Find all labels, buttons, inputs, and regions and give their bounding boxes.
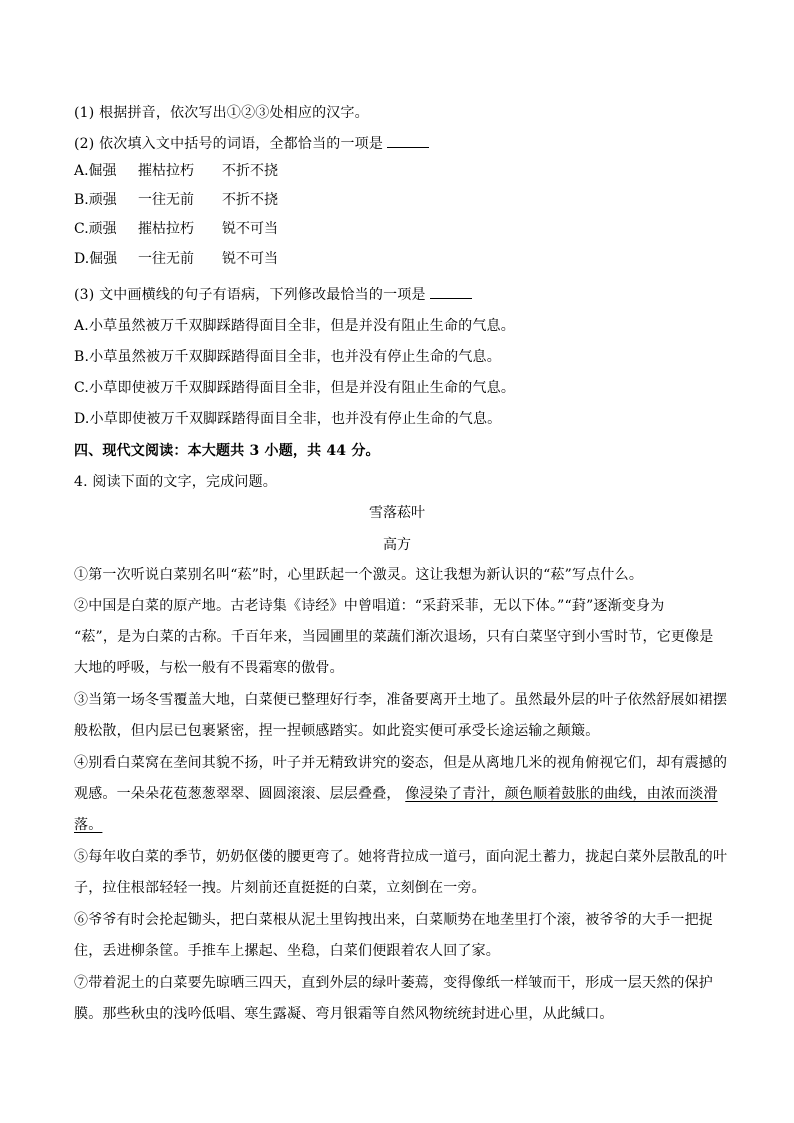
q3-option-a: A.小草虽然被万千双脚踩踏得面目全非，但是并没有阻止生命的气息。 (74, 318, 515, 334)
option-word-2: 摧枯拉朽 (138, 163, 194, 179)
option-d (74, 249, 278, 269)
option-word-1: A.倔强 (74, 163, 117, 179)
paragraph-2-line-2: “菘”，是为白菜的古称。千百年来，当园圃里的菜蔬们渐次退场，只有白菜坚守到小雪时节，它更像是 (74, 629, 714, 645)
option-word-3: 锐不可当 (222, 221, 278, 237)
paragraph-6-line-1: ⑥爷爷有时会抡起锄头，把白菜根从泥土里钩拽出来，白菜顺势在地垄里打个滚，被爷爷的大手一把捉 (74, 912, 713, 928)
paragraph-3-line-1: ③当第一场冬雪覆盖大地，白菜便已整理好行李，准备要离开土地了。虽然最外层的叶子依然舒展如裙摆 (74, 692, 728, 708)
answer-blank (387, 134, 429, 148)
q3-option-b: B.小草虽然被万千双脚踩踏得面目全非，也并没有停止生命的气息。 (74, 349, 501, 365)
paragraph-5-line-2: 子，拉住根部轻轻一拽。片刻前还直挺挺的白菜，立刻倒在一旁。 (74, 880, 486, 896)
option-word-3: 不折不挠 (222, 163, 278, 179)
option-word-1: B.顽强 (74, 192, 117, 208)
option-word-1: D.倔强 (74, 251, 118, 267)
question-2-text: (2) 依次填入文中括号的词语，全都恰当的一项是 (74, 136, 384, 152)
option-word-1: C.顽强 (74, 221, 117, 237)
option-word-2: 一往无前 (138, 192, 194, 208)
question-3-text: (3) 文中画横线的句子有语病，下列修改最恰当的一项是 (74, 287, 426, 303)
underlined-sentence-end: 落。 (74, 817, 103, 833)
section-heading: 四、现代文阅读：本大题共 3 小题，共 44 分。 (74, 443, 380, 459)
paragraph-7-line-2: 膜。那些秋虫的浅吟低唱、寒生露凝、弯月银霜等自然风物统统封进心里，从此缄口。 (74, 1006, 614, 1022)
q3-option-c: C.小草即使被万千双脚踩踏得面目全非，但是并没有阻止生命的气息。 (74, 380, 516, 396)
paragraph-5-line-1: ⑤每年收白菜的季节，奶奶伛偻的腰更弯了。她将背拉成一道弓，面向泥土蓄力，拢起白菜外层散乱的叶 (74, 849, 728, 865)
underlined-sentence: 像浸染了青汁，颜色顺着鼓胀的曲线，由浓而淡滑 (405, 786, 718, 802)
option-word-2: 摧枯拉朽 (138, 221, 194, 237)
option-a (74, 161, 278, 181)
article-author: 高方 (383, 537, 411, 553)
option-c (74, 219, 278, 239)
paragraph-7-line-1: ⑦带着泥土的白菜要先晾晒三四天，直到外层的绿叶萎蔫，变得像纸一样皱而干，形成一层天然的保护 (74, 975, 713, 991)
answer-blank (430, 285, 472, 299)
option-word-3: 锐不可当 (222, 251, 278, 267)
option-b (74, 190, 278, 210)
paragraph-6-line-2: 住，丢进柳条筐。手推车上摞起、坐稳，白菜们便跟着农人回了家。 (74, 943, 500, 959)
paragraph-1: ①第一次听说白菜别名叫“菘”时，心里跃起一个激灵。这让我想为新认识的“菘”写点什么。 (74, 567, 644, 583)
option-word-3: 不折不挠 (222, 192, 278, 208)
paragraph-3-line-2: 般松散，但内层已包裹紧密，捏一捏顿感踏实。如此瓷实便可承受长途运输之颠簸。 (74, 723, 600, 739)
q3-option-d: D.小草即使被万千双脚踩踏得面目全非，也并没有停止生命的气息。 (74, 411, 502, 427)
paragraph-4-text: 观感。一朵朵花苞葱葱翠翠、圆圆滚滚、层层叠叠， (74, 786, 401, 802)
question-4: 4. 阅读下面的文字，完成问题。 (74, 474, 278, 490)
option-word-2: 一往无前 (138, 251, 194, 267)
question-2 (74, 134, 429, 154)
paragraph-2-line-3: 大地的呼吸，与松一般有不畏霜寒的傲骨。 (74, 660, 344, 676)
paragraph-4-line-3 (74, 815, 102, 835)
paragraph-4-line-2 (74, 784, 718, 804)
question-3 (74, 285, 472, 305)
paragraph-4-line-1: ④别看白菜窝在垄间其貌不扬，叶子并无精致讲究的姿态，但是从离地几米的视角俯视它们，却有震撼的 (74, 755, 728, 771)
paragraph-2-line-1: ②中国是白菜的原产地。古老诗集《诗经》中曾唱道：“采葑采菲，无以下体。”“葑”逐渐变身为 (74, 598, 665, 614)
article-title: 雪落菘叶 (369, 505, 425, 521)
question-1: (1) 根据拼音，依次写出①②③处相应的汉字。 (74, 105, 369, 121)
